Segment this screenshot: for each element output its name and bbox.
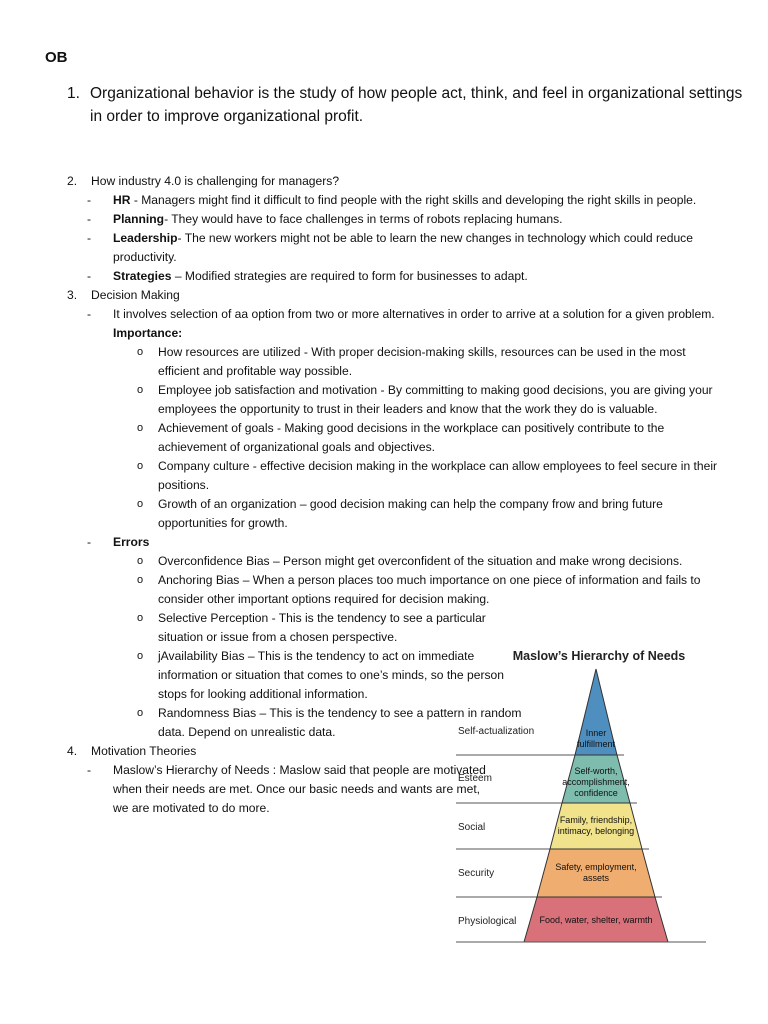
dash-bullet: -	[87, 269, 92, 283]
importance-text: How resources are utilized - With proper decision-making skills, resources can be used in the most efficient and profitable way possible.	[158, 345, 686, 378]
error-text: Randomness Bias – This is the tendency to see a pattern in random data. Depend on unrealistic data.	[158, 706, 522, 739]
bullet-text: It involves selection of aa option from two or more alternatives in order to arrive at a solution for a given problem.	[113, 307, 715, 321]
dash-bullet: -	[87, 193, 92, 207]
item-2-text: How industry 4.0 is challenging for managers?	[91, 174, 340, 188]
importance-text: Achievement of goals - Making good decisions in the workplace can positively contribute to the achievement of organizational goals and objectives.	[158, 421, 665, 454]
bullet-label: Strategies	[113, 269, 172, 283]
pyramid-level-1	[456, 669, 624, 755]
dash-bullet: -	[87, 763, 92, 777]
item-3-text: Decision Making	[91, 288, 180, 302]
circle-bullet: o	[137, 555, 144, 567]
errors-label: Errors	[113, 535, 150, 549]
bullet-label: Leadership	[113, 231, 178, 245]
dash-bullet: -	[87, 307, 92, 321]
level-label: Security	[458, 868, 495, 879]
circle-bullet: o	[137, 650, 144, 662]
item-4-number: 4.	[67, 744, 78, 758]
importance-text: Growth of an organization – good decision making can help the company frow and bring future opportunities for growth.	[158, 497, 663, 530]
circle-bullet: o	[137, 574, 144, 586]
item-1-text: Organizational behavior is the study of how people act, think, and feel in organizational settings in order to improve organizational profit.	[90, 85, 743, 125]
item-3	[67, 286, 727, 305]
importance-label	[67, 324, 727, 343]
bullet-text: - They would have to face challenges in terms of robots replacing humans.	[164, 212, 563, 226]
document-title: OB	[45, 49, 68, 66]
circle-bullet: o	[137, 384, 144, 396]
item-4-text: Motivation Theories	[91, 744, 197, 758]
level-label: Social	[458, 822, 486, 833]
importance-item	[67, 381, 727, 419]
maslow-pyramid-diagram	[448, 640, 718, 950]
level-desc-line: assets	[582, 873, 610, 883]
level-desc-line: Safety, employment,	[555, 862, 637, 872]
level-desc-line: confidence	[574, 788, 618, 798]
pyramid-level-5	[456, 897, 706, 942]
item-2	[67, 172, 727, 191]
level-desc-line: Self-worth,	[574, 766, 618, 776]
bullet-text: - Managers might find it difficult to find people with the right skills and developing the right skills in people.	[130, 193, 697, 207]
item-2-bullet-planning	[67, 210, 727, 229]
item-3-bullet	[67, 305, 727, 324]
circle-bullet: o	[137, 460, 144, 472]
bullet-text: – Modified strategies are required to form for businesses to adapt.	[171, 269, 528, 283]
level-desc-line: intimacy, belonging	[557, 826, 635, 836]
importance-heading: Importance:	[113, 326, 183, 340]
item-2-number: 2.	[67, 174, 78, 188]
error-text: Selective Perception - This is the tendency to see a particular situation or issue from a chosen perspective.	[158, 611, 486, 644]
pyramid-level-3	[456, 803, 649, 849]
level-desc-line: Food, water, shelter, warmth	[539, 915, 653, 925]
item-3-number: 3.	[67, 288, 78, 302]
circle-bullet: o	[137, 346, 144, 358]
importance-item	[67, 457, 727, 495]
importance-item	[67, 419, 727, 457]
error-item	[67, 571, 727, 609]
error-text: jAvailability Bias – This is the tendency to act on immediate information or situation that comes to one’s minds, so the person stops for looking additional information.	[158, 649, 504, 701]
item-1-number: 1.	[67, 85, 80, 102]
errors-heading	[67, 533, 727, 552]
item-2-bullet-hr	[67, 191, 727, 210]
circle-bullet: o	[137, 707, 144, 719]
pyramid-level-2	[456, 755, 637, 803]
circle-bullet: o	[137, 612, 144, 624]
error-item	[67, 552, 727, 571]
importance-text: Company culture - effective decision making in the workplace can allow employees to feel secure in their positions.	[158, 459, 718, 492]
bullet-text: - The new workers might not be able to learn the new changes in technology which could reduce productivity.	[113, 231, 693, 264]
item-2-bullet-strategies	[67, 267, 727, 286]
bullet-text: Maslow’s Hierarchy of Needs : Maslow said that people are motivated when their needs are met. Once our basic needs and wants are met, we are motivated to do more.	[113, 763, 486, 815]
circle-bullet: o	[137, 498, 144, 510]
item-4-bullet	[67, 761, 488, 818]
pyramid-level-4	[456, 849, 662, 897]
level-label: Self-actualization	[458, 726, 535, 737]
diagram-title: Maslow’s Hierarchy of Needs	[512, 649, 686, 663]
importance-item	[67, 343, 727, 381]
dash-bullet: -	[87, 231, 92, 245]
level-desc-line: Inner	[585, 728, 607, 738]
importance-item	[67, 495, 727, 533]
level-label: Esteem	[458, 773, 492, 784]
level-desc-line: accomplishment,	[562, 777, 630, 787]
circle-bullet: o	[137, 422, 144, 434]
error-text: Anchoring Bias – When a person places too much importance on one piece of information and fails to consider other important options required for decision making.	[158, 573, 701, 606]
error-text: Overconfidence Bias – Person might get overconfident of the situation and make wrong decisions.	[158, 554, 683, 568]
bullet-label: Planning	[113, 212, 165, 226]
dash-bullet: -	[87, 535, 92, 549]
bullet-label: HR	[113, 193, 131, 207]
importance-text: Employee job satisfaction and motivation - By committing to making good decisions, you are giving your employees the opportunity to trust in their leaders and know that the work they do is valuable.	[158, 383, 713, 416]
dash-bullet: -	[87, 212, 92, 226]
level-desc-line: fulfillment	[576, 739, 616, 749]
item-1	[67, 82, 747, 128]
item-2-bullet-leadership	[67, 229, 727, 267]
level-desc-line: Family, friendship,	[559, 815, 633, 825]
level-label: Physiological	[458, 916, 517, 927]
